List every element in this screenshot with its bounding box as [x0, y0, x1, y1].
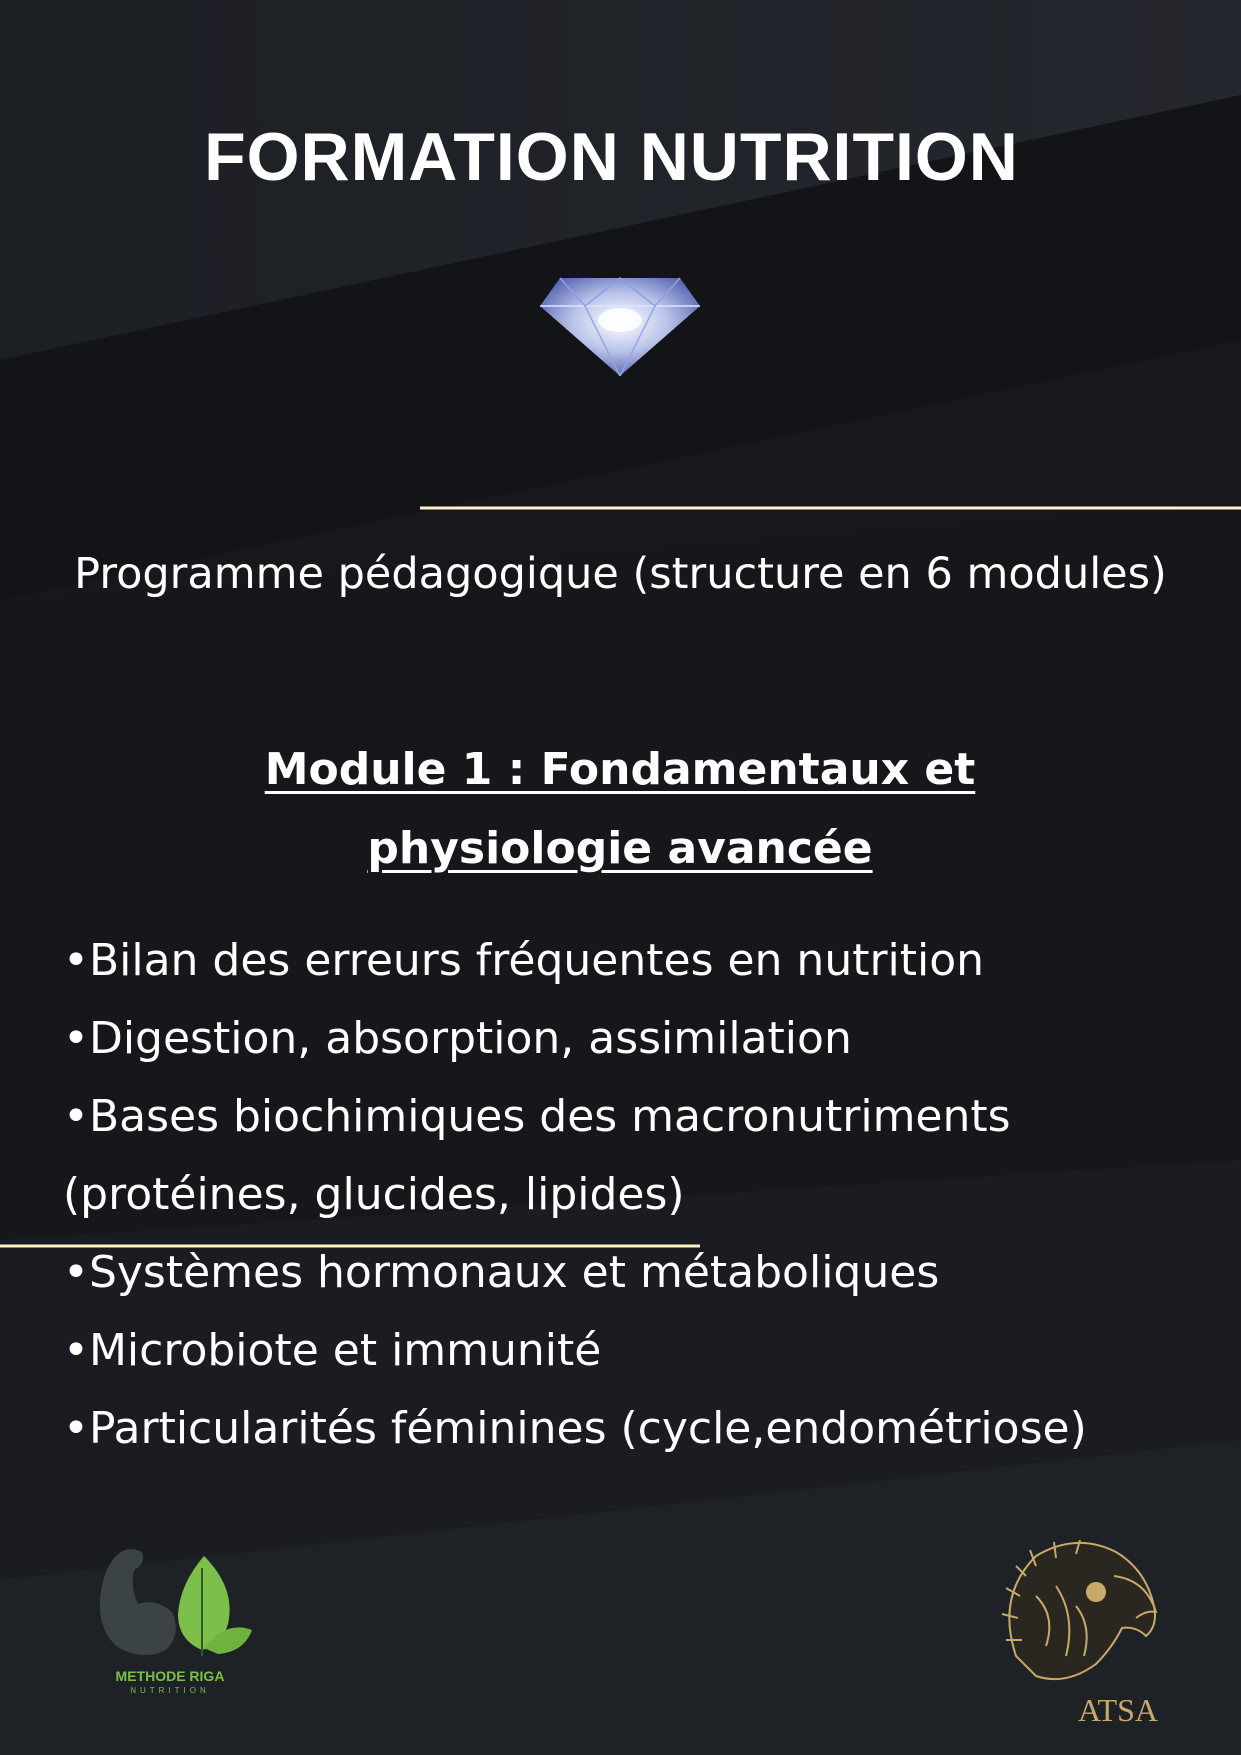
leaf-icon: [178, 1556, 252, 1656]
riga-logo-name: METHODE RIGA: [115, 1668, 225, 1684]
module-topic-list: [63, 922, 1183, 1468]
eagle-head-icon: [1002, 1540, 1156, 1679]
diamond-icon: [540, 276, 700, 376]
list-item: •Bases biochimiques des macronutriments (protéines, glucides, lipides): [63, 1091, 1011, 1220]
list-item: •Bilan des erreurs fréquentes en nutrition: [63, 935, 985, 986]
module-title: Module 1 : Fondamentaux et physiologie avancée: [264, 744, 976, 874]
program-subtitle: Programme pédagogique (structure en 6 modules): [74, 548, 1167, 599]
list-item: •Systèmes hormonaux et métaboliques: [63, 1247, 940, 1298]
atsa-logo-name: ATSA: [1077, 1692, 1158, 1728]
list-item: •Digestion, absorption, assimilation: [63, 1013, 852, 1064]
list-item: •Particularités féminines (cycle,endométriose): [63, 1403, 1087, 1454]
list-item: •Microbiote et immunité: [63, 1325, 602, 1376]
riga-logo-subtitle: NUTRITION: [130, 1686, 210, 1695]
page-title: FORMATION NUTRITION: [204, 119, 1019, 195]
muscle-arm-icon: [100, 1549, 176, 1655]
